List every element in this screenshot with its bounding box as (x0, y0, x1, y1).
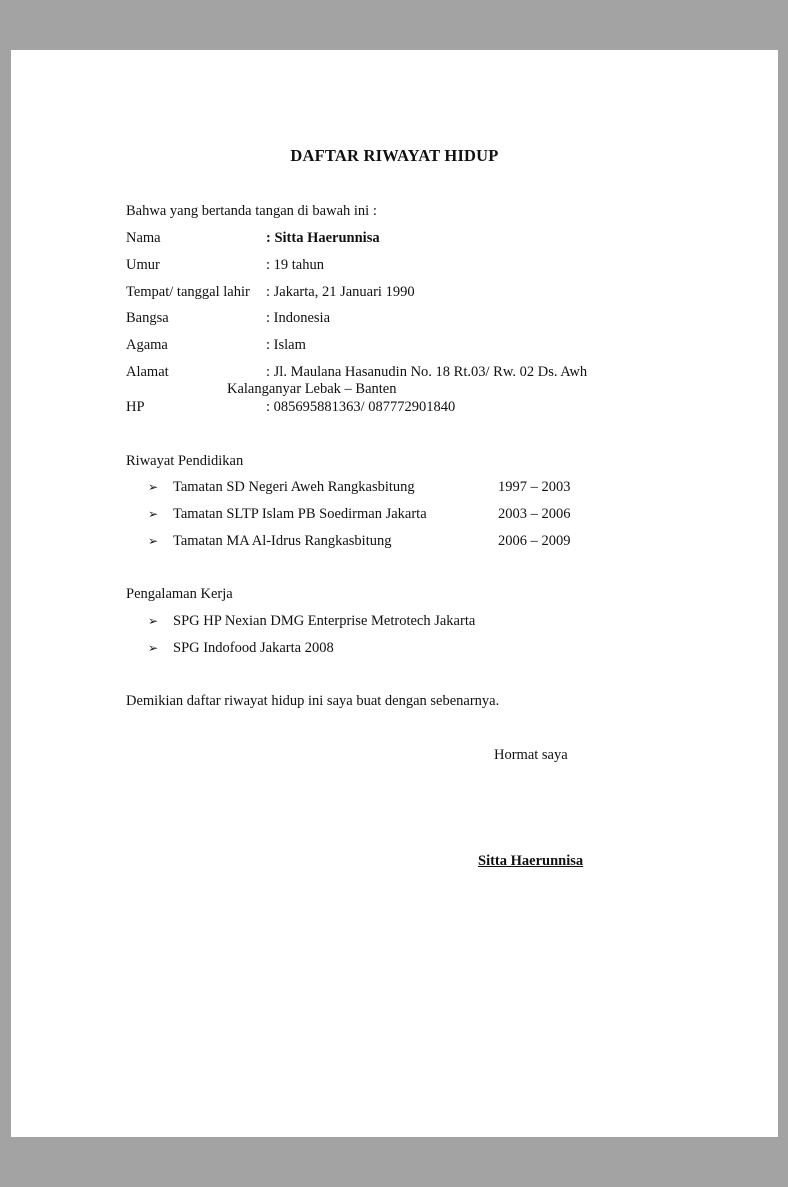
signature-name: Sitta Haerunnisa (478, 853, 584, 869)
bullet-arrow-icon: ➢ (148, 614, 159, 628)
education-item-years: 2006 – 2009 (498, 533, 571, 549)
field-label-ttl: Tempat/ tanggal lahir (126, 284, 250, 300)
education-heading: Riwayat Pendidikan (126, 453, 244, 469)
regards-text: Hormat saya (494, 747, 568, 763)
education-item-name: Tamatan MA Al-Idrus Rangkasbitung (173, 533, 392, 549)
field-value-hp: : 085695881363/ 087772901840 (266, 399, 456, 415)
field-label-agama: Agama (126, 337, 168, 353)
field-label-umur: Umur (126, 257, 160, 273)
education-item-name: Tamatan SD Negeri Aweh Rangkasbitung (173, 479, 415, 495)
experience-heading: Pengalaman Kerja (126, 586, 233, 602)
experience-item: SPG Indofood Jakarta 2008 (173, 640, 334, 656)
field-value-alamat: : Jl. Maulana Hasanudin No. 18 Rt.03/ Rw. 02 Ds. Awh (266, 364, 588, 380)
field-label-alamat: Alamat (126, 364, 169, 380)
closing-statement: Demikian daftar riwayat hidup ini saya buat dengan sebenarnya. (126, 693, 500, 709)
field-value-ttl: : Jakarta, 21 Januari 1990 (266, 284, 415, 300)
field-value-bangsa: : Indonesia (266, 310, 331, 326)
bullet-arrow-icon: ➢ (148, 534, 159, 548)
experience-item: SPG HP Nexian DMG Enterprise Metrotech Jakarta (173, 613, 476, 629)
document-page (11, 50, 778, 1137)
field-label-bangsa: Bangsa (126, 310, 169, 326)
field-value-umur: : 19 tahun (266, 257, 324, 273)
document-title: DAFTAR RIWAYAT HIDUP (290, 146, 499, 165)
education-item-years: 2003 – 2006 (498, 506, 571, 522)
field-value-alamat-continued: Kalanganyar Lebak – Banten (227, 381, 397, 397)
education-item-name: Tamatan SLTP Islam PB Soedirman Jakarta (173, 506, 427, 522)
field-value-nama: : Sitta Haerunnisa (266, 230, 380, 246)
education-item-years: 1997 – 2003 (498, 479, 571, 495)
field-label-hp: HP (126, 399, 145, 415)
bullet-arrow-icon: ➢ (148, 507, 159, 521)
intro-text: Bahwa yang bertanda tangan di bawah ini : (126, 203, 377, 219)
bullet-arrow-icon: ➢ (148, 641, 159, 655)
field-label-nama: Nama (126, 230, 161, 246)
bullet-arrow-icon: ➢ (148, 480, 159, 494)
field-value-agama: : Islam (266, 337, 306, 353)
